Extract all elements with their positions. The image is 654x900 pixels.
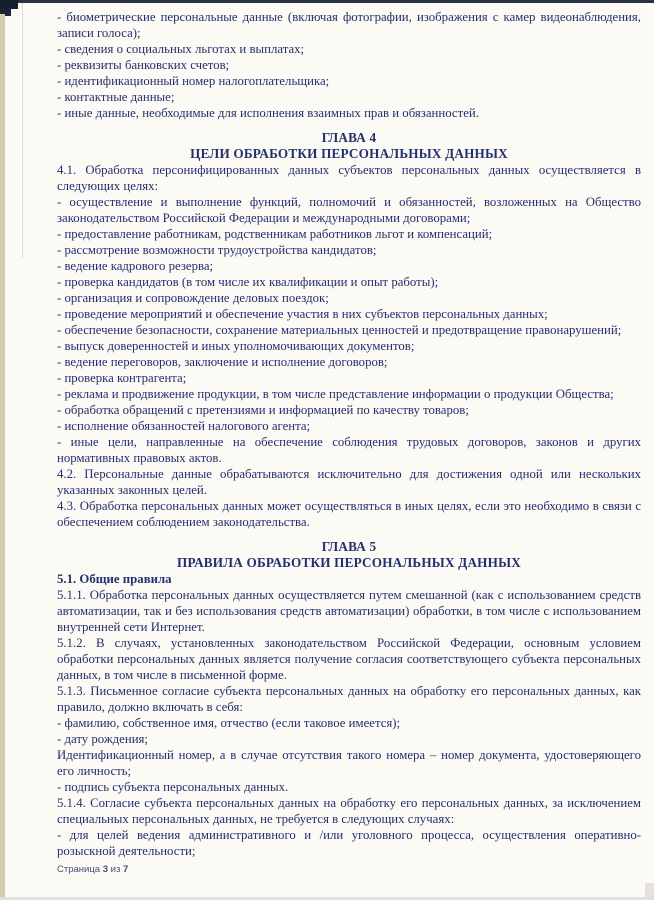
list-item: - проведение мероприятий и обеспечение участия в них субъектов персональных данных; bbox=[57, 307, 548, 321]
list-item: - иные данные, необходимые для исполнения взаимных прав и обязанностей. bbox=[57, 106, 479, 120]
scan-fold-line bbox=[22, 3, 23, 258]
list-item: - исполнение обязанностей налогового агента; bbox=[57, 419, 311, 433]
paragraph-5-1-1: 5.1.1. Обработка персональных данных осуществляется путем смешанной (как с использованием средств автоматизации, так и без использования средств автоматизации) обработки, в том числе с использованием внутренней сети Интернет. bbox=[57, 588, 641, 634]
paragraph-5-1-4: 5.1.4. Согласие субъекта персональных данных на обработку его персональных данных, за исключением специальных персональных данных, не требуется в следующих случаях: bbox=[57, 796, 641, 826]
footer-label: Страница bbox=[57, 864, 101, 875]
list-item: - выпуск доверенностей и иных уполномочивающих документов; bbox=[57, 339, 415, 353]
chapter-4-heading bbox=[57, 130, 641, 162]
footer-page-number: 3 bbox=[102, 864, 108, 875]
list-item: - сведения о социальных льготах и выплатах; bbox=[57, 42, 305, 56]
chapter-5-heading bbox=[57, 539, 641, 571]
list-item: Идентификационный номер, а в случае отсутствия такого номера – номер документа, удостоверяющего его личность; bbox=[57, 748, 641, 778]
list-item: - организация и сопровождение деловых поездок; bbox=[57, 291, 329, 305]
chapter-title: ПРАВИЛА ОБРАБОТКИ ПЕРСОНАЛЬНЫХ ДАННЫХ bbox=[177, 555, 521, 570]
scan-edge-top bbox=[0, 0, 654, 3]
list-item: - иные цели, направленные на обеспечение соблюдения трудовых договоров, законов и других нормативных правовых актов. bbox=[57, 435, 641, 465]
list-item: - контактные данные; bbox=[57, 90, 175, 104]
list-item: - обеспечение безопасности, сохранение материальных ценностей и предотвращение правонарушений; bbox=[57, 323, 622, 337]
scan-shade-bottom-right bbox=[645, 883, 654, 897]
footer-of-word: из bbox=[110, 864, 121, 875]
list-item: - фамилию, собственное имя, отчество (если таковое имеется); bbox=[57, 716, 401, 730]
list-item: - идентификационный номер налогоплательщика; bbox=[57, 74, 330, 88]
paragraph-5-1-2: 5.1.2. В случаях, установленных законодательством Российской Федерации, основным условием обработки персональных данных является получение согласия соответствующего субъекта персональных данных, в том числе в письменной форме. bbox=[57, 636, 641, 682]
list-item: - ведение кадрового резерва; bbox=[57, 259, 214, 273]
section-5-1-heading: 5.1. Общие правила bbox=[57, 572, 172, 586]
list-item: - рассмотрение возможности трудоустройства кандидатов; bbox=[57, 243, 377, 257]
list-item: - проверка кандидатов (в том числе их квалификации и опыт работы); bbox=[57, 275, 439, 289]
scan-artifact-corner bbox=[0, 0, 18, 9]
list-item: - дату рождения; bbox=[57, 732, 148, 746]
footer-total-pages: 7 bbox=[122, 864, 129, 875]
list-item: - обработка обращений с претензиями и информацией по качеству товаров; bbox=[57, 403, 469, 417]
list-item: - для целей ведения административного и /или уголовного процесса, осуществления оперативно-розыскной деятельности; bbox=[57, 828, 641, 858]
scan-edge-left bbox=[0, 14, 5, 900]
list-item: - проверка контрагента; bbox=[57, 371, 187, 385]
list-item: - ведение переговоров, заключение и исполнение договоров; bbox=[57, 355, 388, 369]
paragraph-4-2: 4.2. Персональные данные обрабатываются исключительно для достижения одной или нескольких указанных законных целей. bbox=[57, 467, 641, 497]
list-item: - подпись субъекта персональных данных. bbox=[57, 780, 289, 794]
chapter-number: ГЛАВА 4 bbox=[321, 130, 377, 145]
list-item: - предоставление работникам, родственникам работников льгот и компенсаций; bbox=[57, 227, 493, 241]
page-footer bbox=[57, 864, 128, 875]
document-body bbox=[57, 9, 641, 859]
paragraph-5-1-3: 5.1.3. Письменное согласие субъекта персональных данных на обработку его персональных данных, как правило, должно включать в себя: bbox=[57, 684, 641, 714]
chapter-number: ГЛАВА 5 bbox=[321, 539, 377, 554]
chapter-title: ЦЕЛИ ОБРАБОТКИ ПЕРСОНАЛЬНЫХ ДАННЫХ bbox=[190, 146, 508, 161]
list-item: - осуществление и выполнение функций, полномочий и обязанностей, возложенных на Общество законодательством Российской Федерации и международными договорами; bbox=[57, 195, 641, 225]
paragraph-4-3: 4.3. Обработка персональных данных может осуществляться в иных целях, если это необходимо в связи с обеспечением соблюдением законодательства. bbox=[57, 499, 641, 529]
list-item: - биометрические персональные данные (включая фотографии, изображения с камер видеонаблюдения, записи голоса); bbox=[57, 10, 641, 40]
list-item: - реквизиты банковских счетов; bbox=[57, 58, 230, 72]
paragraph-4-1: 4.1. Обработка персонифицированных данных субъектов персональных данных осуществляется в следующих целях: bbox=[57, 163, 641, 193]
list-item: - реклама и продвижение продукции, в том числе представление информации о продукции Общества; bbox=[57, 387, 614, 401]
